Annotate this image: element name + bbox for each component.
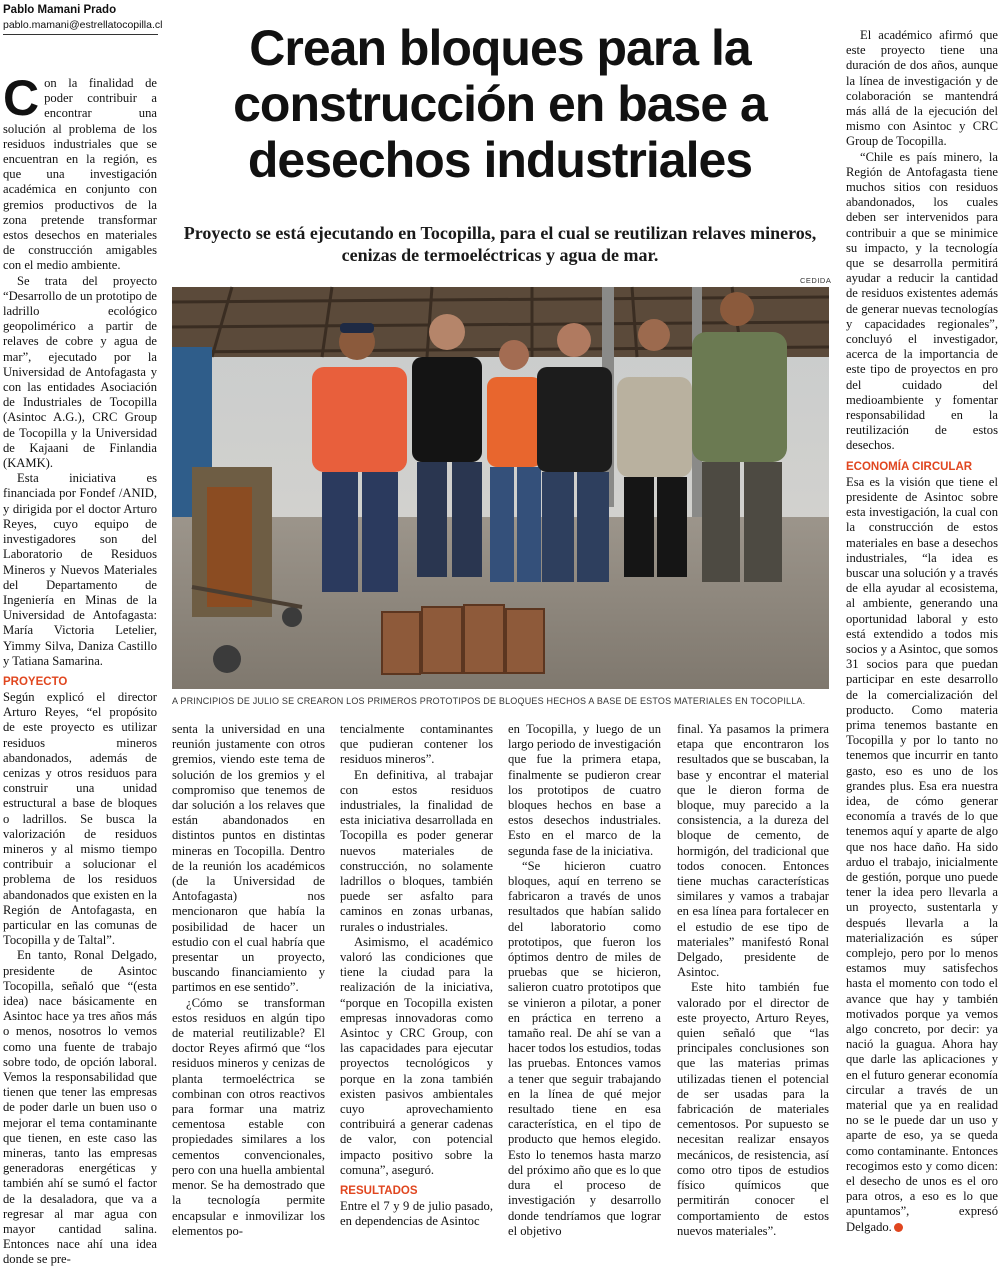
paragraph: on la finalidad de poder contribuir a encontrar una solución al problema de los residuos industriales que se encuentran en la región, es que una investigación académica en conjunto con gremios productivos de la zona pretende transformar estos desechos en materiales de construcción amigables con el medio ambiente. <box>3 76 157 273</box>
paragraph: tencialmente contaminantes que pudieran contener los residuos mineros”. <box>340 722 493 767</box>
paragraph: Esta iniciativa es financiada por Fondef /ANID, y dirigida por el doctor Arturo Reyes, cuyo equipo de investigadores son del Laboratorio de Residuos Mineros y Nuevos Materiales del Departamento de Ingeniería en Minas de la Universidad de Antofagasta: María Victoria Letelier, Yimmy Silva, Daniza Castillo y Tatiana Samarina. <box>3 471 157 668</box>
group-photo-illustration <box>172 287 829 689</box>
photo-caption: A PRINCIPIOS DE JULIO SE CREARON LOS PRIMEROS PROTOTIPOS DE BLOQUES HECHOS A BASE DE ESTOS MATERIALES EN TOCOPILLA. <box>172 696 806 706</box>
paragraph: Entre el 7 y 9 de julio pasado, en dependencias de Asintoc <box>340 1199 493 1229</box>
paragraph: Asimismo, el académico valoró las condiciones que tiene la ciudad para la realización de la iniciativa, “porque en Tocopilla existen empresas innovadoras como Asintoc y CRC Group, con las capacidades para ejecutar proyectos tecnológicos y porque en la zona también existen pasivos ambientales cuyo aprovechamiento contribuirá a generar cadenas de valor, con potencial impacto positivo sobre la comuna”, aseguró. <box>340 934 493 1177</box>
paragraph: senta la universidad en una reunión justamente con otros gremios, viendo este tema de solución de los gremios y el compromiso que tenemos de dar solución a los relaves que están abandonados en distintos puntos en distintas mineras en Tocopilla. Dentro de la reunión los académicos (de la Universidad de Antofagasta) nos mencionaron que había la posibilidad de hacer un estudio con el cual habría que presentar un proyecto, buscando financiamiento y partimos en ese sentido”. <box>172 722 325 995</box>
paragraph: En definitiva, al trabajar con estos residuos industriales, la finalidad de esta iniciativa desarrollada en Tocopilla es poder generar nuevos materiales de construcción, no solamente ladrillos o bloques, también puede ser asfalto para caminos en zonas urbanas, rurales o industriales. <box>340 767 493 934</box>
byline-email: pablo.mamani@estrellatocopilla.cl <box>3 19 163 31</box>
paragraph-text: Esa es la visión que tiene el presidente de Asintoc sobre esta investigación, la cual con la construcción de estos materiales en base a desechos industriales, “la idea es buscar una solución y a través de ella ayudar al ecosistema, al ambiente, generando una oportunidad laboral y esto está extendido a todos mis socios y a Asintoc, que somos 31 socios para que puedan participar en este desarrollo de la comercialización del producto. Como materia prima tenemos bastante en Tocopilla y por lo tanto no tenemos que incurrir en tanto gasto, eso es uno de los grandes plus. Esa era nuestra idea, de cómo generar economía a través de lo que tenemos aquí y aparte de algo que nos hace daño. Ha sido arduo el trabajo, inicialmente de gestión, porque uno puede tener la idea pero llevarla a un proyecto, sustentarla y después llevarla a la materialización es súper complejo, pero por lo menos estamos muy satisfechos hasta el momento con todo el avance que hay y también motivados porque ya vemos algo concreto, por decir: ya nació la guagua. Ahora hay que darle las aplicaciones y en el futuro generar economía circular a través de un material que ya en realidad no se le puede dar un uso y aparte de eso, ya se queda como contaminante. Entonces recogimos esto y como dicen: el desecho de unos es el oro para otros, a eso es lo que apuntamos”, expresó Delgado. <box>846 474 998 1234</box>
paragraph: ¿Cómo se transforman estos residuos en algún tipo de material reutilizable? El doctor Reyes afirmó que “los residuos mineros y cenizas de planta termoeléctrica se combinan con otros reactivos para formar una matriz cementosa estable con propiedades similares a los cementos convencionales, pero con una huella ambiental menor. Se ha demostrado que la tecnología permite encapsular e inmovilizar los elementos po- <box>172 995 325 1238</box>
paragraph: final. Ya pasamos la primera etapa que encontraron los resultados que se buscaban, la base y encontrar el material que le dieron forma de bloque, muy parecido a la consistencia, a la dureza del bloque de cemento, de hormigón, del tradicional que todos conocen. Entonces tiene muchas características similares y vamos a trabajar en esa línea para fortalecer en el estudio de ese tipo de materiales” manifestó Ronal Delgado, presidente de Asintoc. <box>677 722 829 980</box>
article-column-6 <box>846 28 998 1236</box>
paragraph: En tanto, Ronal Delgado, presidente de Asintoc Tocopilla, señaló que “(esta idea) nace básicamente en Asintoc hace ya tres años más o menos, nosotros lo vemos como una fuente de trabajo sobre todo, de opción laboral. Vemos la responsabilidad que tienen que tener las empresas de poder darle un buen uso o mejorar el tema contaminante que tienen, en este caso las mineras, tanto las empresas generadoras energéticas y también ahí se sumó el factor de la desaladora, que va a regresar al mar agua con mayor cantidad salina. Entonces nace ahí una idea donde se pre- <box>3 948 157 1267</box>
group-photo <box>172 287 829 689</box>
dropcap-letter: C <box>3 70 40 126</box>
person-6 <box>692 292 787 582</box>
article-column-3 <box>340 722 493 1236</box>
headline: Crean bloques para la construcción en base a desechos industriales <box>233 20 767 188</box>
subhead: Proyecto se está ejecutando en Tocopilla, para el cual se reutilizan relaves mineros, cenizas de termoeléctricas y agua de mar. <box>183 223 817 265</box>
paragraph: “Se hicieron cuatro bloques, aquí en terreno se fabricaron a través de unos resultados que habían salido del laboratorio como prototipos, que fueron los óptimos dentro de miles de pruebas que se hicieron, salieron cuatro prototipos que se vinieron a pilotar, a poner en práctica en terreno a tamaño real. De ahí se van a hacer todos los estudios, todas las pruebas. Entonces vamos a tener que seguir trabajando en la línea de qué mejor resultado tiene en esa característica, en el tipo de producto que hemos elegido. Esto lo tenemos hasta marzo del próximo año que es lo que dura el proceso de investigación y desarrollo donde tendríamos que lograr el objetivo <box>508 858 661 1238</box>
paragraph: Se trata del proyecto “Desarrollo de un prototipo de ladrillo ecológico geopolimérico a partir de relaves de cobre y agua de mar”, ejecutado por la Universidad de Antofagasta y con las entidades Asociación de Industriales de Tocopilla (Asintoc A.G.), CRC Group de Tocopilla y la Universidad de Kajaani de Finlandia (KAMK). <box>3 273 157 471</box>
paragraph: El académico afirmó que este proyecto tiene una duración de dos años, aunque la línea de investigación y de colaboración se mantendrá más allá de la ejecución del mismo con Asintoc y CRC Group de Tocopilla. <box>846 28 998 149</box>
paragraph: Este hito también fue valorado por el director de este proyecto, Arturo Reyes, quien señaló que “las principales conclusiones son que las materias primas utilizadas tienen el potencial de ser usadas para la fabricación de materiales cementosos. Por supuesto se necesitan realizar ensayos mecánicos, de resistencia, así como otro tipos de estudios físico químicos que permitirán conocer el comportamiento de estos nuevos materiales”. <box>677 980 829 1238</box>
article-column-1 <box>3 70 157 1267</box>
photo-credit: CEDIDA <box>800 276 832 285</box>
byline-divider <box>3 34 158 35</box>
article-column-4 <box>508 722 661 1236</box>
byline-author: Pablo Mamani Prado <box>3 4 117 16</box>
brick-prototypes <box>382 605 544 674</box>
section-heading-proyecto: PROYECTO <box>3 675 68 688</box>
section-heading-resultados: RESULTADOS <box>340 1185 418 1198</box>
article-column-5 <box>677 722 829 1236</box>
paragraph <box>846 475 998 1235</box>
paragraph: en Tocopilla, y luego de un largo periodo de investigación que fue la primera etapa, finalmente se pudieron crear los prototipos de cuatro bloques hechos en base a estos desechos industriales. Esto en el marco de la segunda fase de la iniciativa. <box>508 722 661 858</box>
end-mark-icon <box>894 1223 903 1232</box>
paragraph: Según explicó el director Arturo Reyes, “el propósito de este proyecto es utilizar residuos mineros abandonados, además de cenizas y otros residuos para construir una unidad estructural a base de bloques o ladrillos. Se busca la valorización de residuos mineros y al mismo tiempo contribuir a solucionar el problema de los residuos abandonados que existen en la Región de Antofagasta, en particular en las comunas de Tocopilla y de Taltal”. <box>3 689 157 948</box>
paragraph: “Chile es país minero, la Región de Antofagasta tiene muchos sitios con residuos abandonados, los cuales deben ser intervenidos para contribuir a que se minimice su impacto, y la tecnología que se desarrolla permitirá ayudar a reducir la cantidad de residuos existentes además de generar nuevas tecnologías y capacidades regionales”, concluyó el investigador, acerca de la importancia de este tipo de proyectos en pro del cuidado del medioambiente y fomentar responsabilidad en la reutilización de estos desechos. <box>846 149 998 453</box>
section-heading-economia-circular: ECONOMÍA CIRCULAR <box>846 460 973 473</box>
article-column-2 <box>172 722 325 1236</box>
